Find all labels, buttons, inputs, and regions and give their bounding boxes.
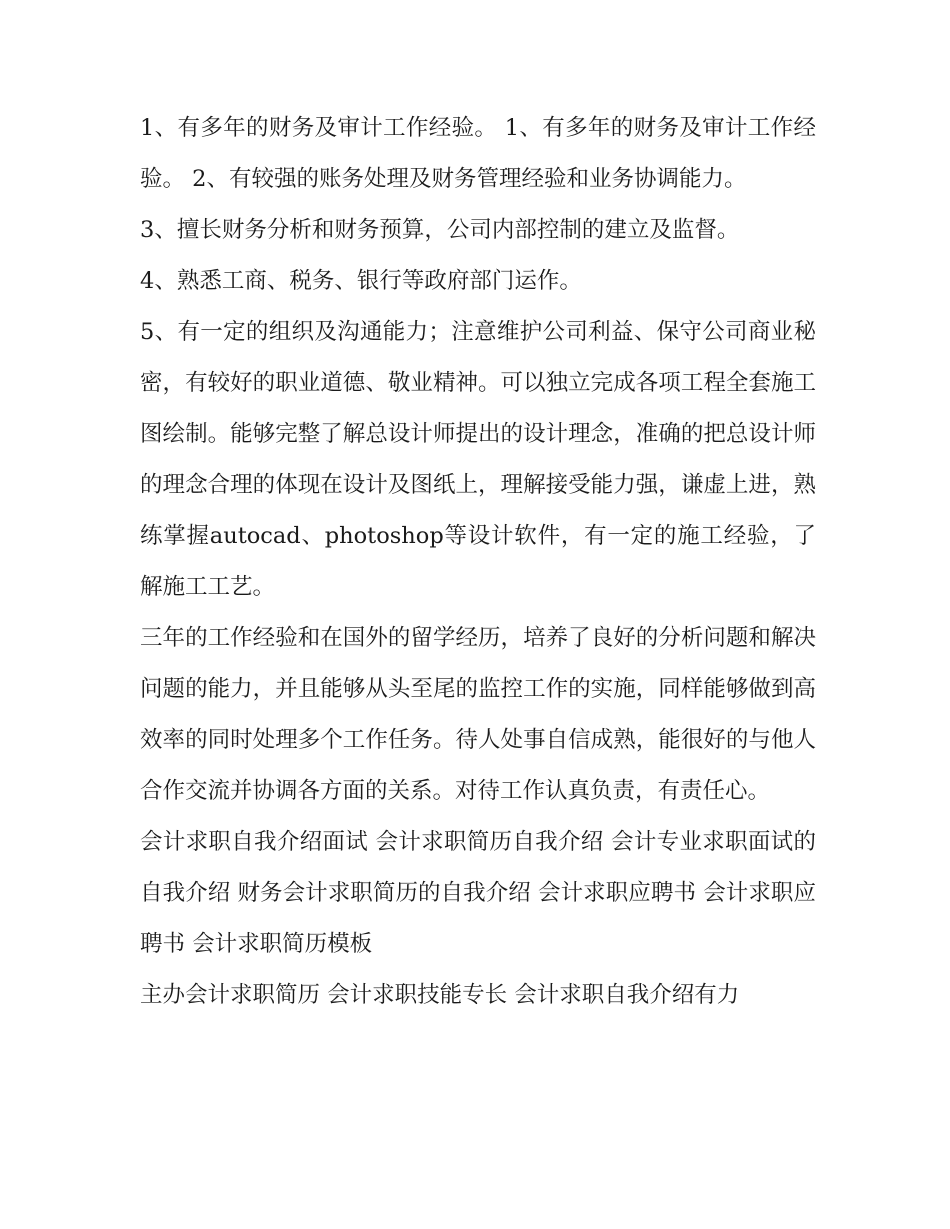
paragraph-item-5: 5、有一定的组织及沟通能力；注意维护公司利益、保守公司商业秘密，有较好的职业道德、敬业精神。可以独立完成各项工程全套施工图绘制。能够完整了解总设计师提出的设计理念，准确的把总设计师的理念合理的体现在设计及图纸上，理解接受能力强，谦虚上进，熟练掌握autocad、photoshop等设计软件，有一定的施工经验，了解施工工艺。 (140, 319, 816, 600)
document-body (140, 103, 816, 1021)
paragraph-item-4: 4、熟悉工商、税务、银行等政府部门运作。 (140, 268, 582, 294)
related-links-2: 主办会计求职简历 会计求职技能专长 会计求职自我介绍有力 (140, 982, 740, 1008)
paragraph-summary: 三年的工作经验和在国外的留学经历，培养了良好的分析问题和解决问题的能力，并且能够从头至尾的监控工作的实施，同样能够做到高效率的同时处理多个工作任务。待人处事自信成熟，能很好的与他人合作交流并协调各方面的关系。对待工作认真负责，有责任心。 (140, 625, 816, 804)
paragraph-experience-1-2: 1、有多年的财务及审计工作经验。 1、有多年的财务及审计工作经验。 2、有较强的账务处理及财务管理经验和业务协调能力。 (140, 115, 816, 192)
related-links-1: 会计求职自我介绍面试 会计求职简历自我介绍 会计专业求职面试的自我介绍 财务会计求职简历的自我介绍 会计求职应聘书 会计求职应聘书 会计求职简历模板 (140, 829, 816, 957)
paragraph-item-3: 3、擅长财务分析和财务预算，公司内部控制的建立及监督。 (140, 217, 740, 243)
